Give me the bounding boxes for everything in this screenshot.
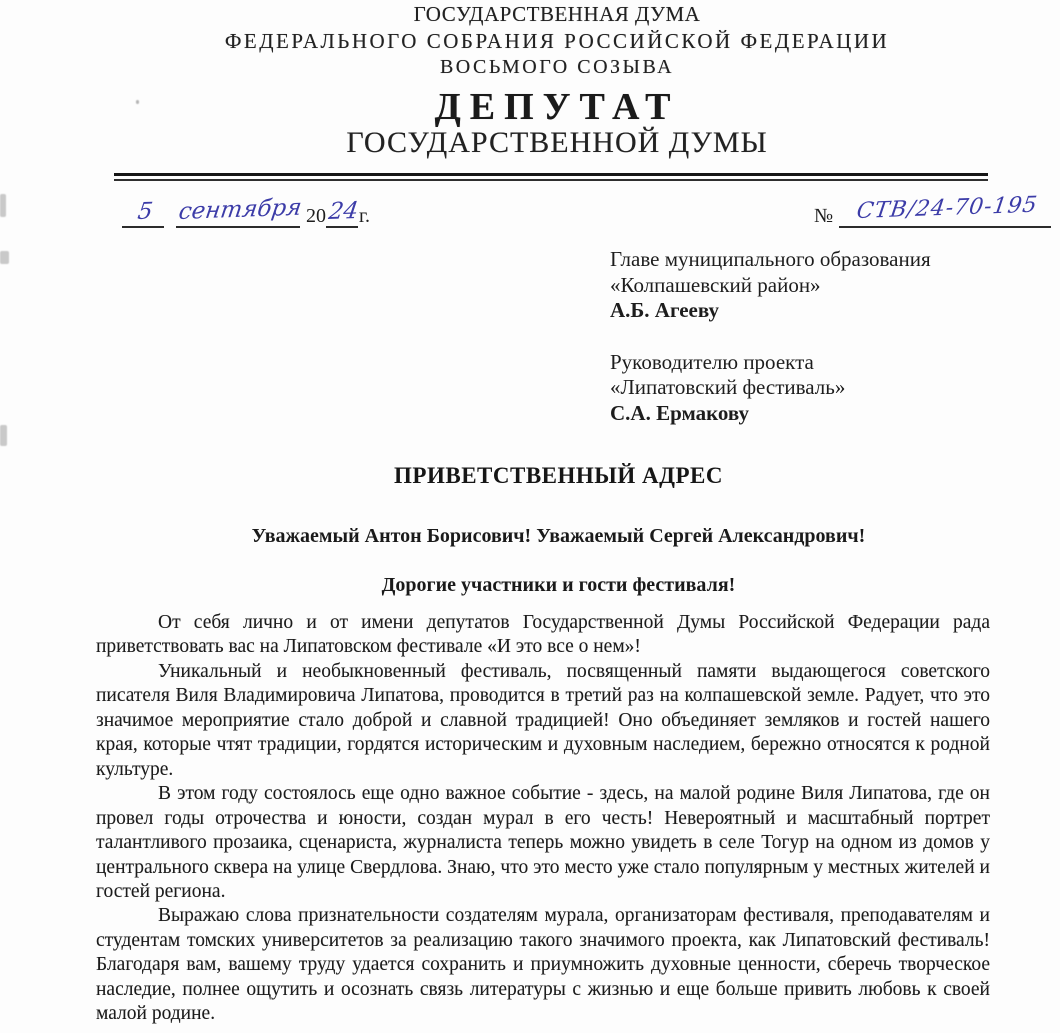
body-paragraph: От себя лично и от имени депутатов Государственной Думы Российской Федерации рада приветствовать вас на Липатовском фестивале «И это все о нем»! (96, 612, 990, 658)
scan-artifact (0, 425, 7, 446)
handwritten-number: СТВ/24-70-195 (854, 192, 1039, 224)
scan-artifact (0, 194, 6, 217)
letter-body (96, 611, 990, 1027)
salutation-officials: Уважаемый Антон Борисович! Уважаемый Сергей Александрович! (251, 525, 866, 547)
letterhead-convocation: ВОСЬМОГО СОЗЫВА (439, 56, 675, 78)
addressee-2-position: Руководителю проекта (610, 349, 814, 374)
salutation-guests: Дорогие участники и гости фестиваля! (381, 574, 736, 596)
addressee-1-name: А.Б. Агееву (610, 298, 719, 322)
number-blank (839, 192, 1051, 228)
body-paragraph: В этом году состоялось еще одно важное событие - здесь, на малой родине Виля Липатова, где он провел годы отрочества и юности, создан мурал в его честь! Невероятный и масштабный портрет талантливого прозаика, сценариста, журналиста теперь можно увидеть в селе Тогур на одном из домов у центрального сквера на улице Свердлова. Знаю, что это место уже стало популярным у местных жителей и гостей региона. (96, 783, 990, 902)
date-month-blank (176, 194, 303, 228)
number-label: № (814, 205, 834, 227)
letterhead-deputy-title: ДЕПУТАТ (434, 86, 680, 128)
handwritten-month: сентября (176, 194, 303, 225)
addressee-2-organization: «Липатовский фестиваль» (610, 375, 846, 399)
handwritten-day: 5 (135, 198, 154, 225)
date-year-unit: г. (359, 205, 370, 227)
body-paragraph: Выражаю слова признательности создателям мурала, организаторам фестиваля, преподавателям и студентам томских университетов за реализацию такого значимого проекта, как Липатовский фестиваль! Благодаря вам, вашему труду удается сохранить и приумножить духовные ценности, сберечь творческое наследие, полнее ощутить и осознать связь литературы с жизнью и еще больше привить любовь к своей малой родине. (96, 905, 990, 1025)
scan-artifact (0, 251, 9, 264)
addressee-gap (610, 324, 931, 350)
handwritten-year: 24 (327, 197, 361, 225)
document-number-line (814, 192, 1051, 230)
date-line (122, 194, 370, 230)
date-year-prefix: 20 (306, 205, 326, 227)
date-year-blank (326, 197, 361, 228)
document-title: ПРИВЕТСТВЕННЫЙ АДРЕС (394, 463, 723, 488)
date-day-blank (122, 200, 164, 228)
addressee-1-organization: «Колпашевский район» (610, 272, 821, 297)
letterhead-org-line1: ГОСУДАРСТВЕННАЯ ДУМА (413, 2, 701, 26)
letterhead-org-line2: ФЕДЕРАЛЬНОГО СОБРАНИЯ РОССИЙСКОЙ ФЕДЕРАЦИИ (224, 29, 890, 53)
letterhead-duma-title: ГОСУДАРСТВЕННОЙ ДУМЫ (346, 126, 768, 159)
addressee-2-name: С.А. Ермакову (610, 400, 750, 425)
body-paragraph: Уникальный и необыкновенный фестиваль, посвященный памяти выдающегося советского писателя Виля Владимировича Липатова, проводится в третий раз на колпашевской земле. Радует, что это значимое мероприятие стало доброй и славной традицией! Оно объединяет земляков и гостей нашего края, которые чтят традиции, гордятся историческим и духовным наследием, бережно относятся к родной культуре. (96, 660, 990, 780)
addressee-1-position: Главе муниципального образования (610, 247, 931, 271)
addressee-block (610, 247, 931, 426)
letterhead-divider-bottom (114, 179, 988, 181)
letterhead-divider-top (114, 173, 988, 176)
